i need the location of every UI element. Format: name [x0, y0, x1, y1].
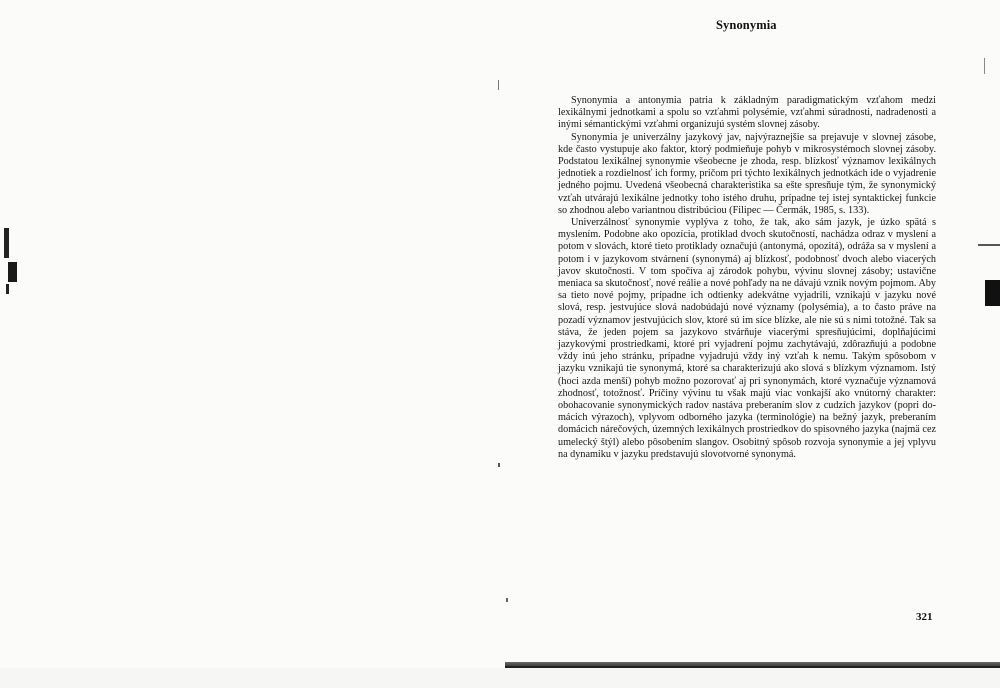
scan-edge-artifact	[985, 280, 1000, 306]
scan-edge-artifact	[4, 228, 9, 258]
gutter-speck	[498, 463, 500, 467]
gutter-speck	[498, 80, 499, 90]
gutter-speck	[506, 598, 508, 602]
paragraph-3: Univerzálnosť synonymie vyplýva z toho, že tak, ako sám jazyk, je úzko spätá s myslením. Podobne ako opozícia, protiklad dvoch skutočností, nachádza odraz v myslení a potom v slovách, ktoré tieto protiklady označujú (antonymá, opozitá), odráža sa v myslení a potom i v jazykovom stvárnení (synonymá) aj blízkosť, podobnosť dvoch alebo viacerých javov skutočnosti. V tom spočíva aj zárodok pohybu, vývinu slovnej zásoby; ustavične meniaca sa skutočnosť, nové reálie a nové pohľady na ne dávajú vznik novým pojmom. Aby sa tieto nové pojmy, prípadne ich odtienky adekvátne vyjadrili, vznikajú v jazyku nové slová, resp. jestvujúce slová nadobúdajú nové významy (polysémia), a to často práve na pozadí významov jestvujúcich slov, ktoré sú im síce blízke, ale nie sú s nimi totožné. Tak sa stáva, že jeden pojem sa jazykovo stvárňuje viacerými spresňujúcimi, doplňajúcimi jazykovými prostriedkami, ktoré pri vyjadrení pojmu zachytávajú, zdôrazňujú a podobne vždy inú jeho stránku, prípadne vyjadrujú vždy iný vzťah k nemu. Takým spôsobom v jazyku vznikajú tie synonymá, ktoré sa charakterizujú ako slová s blízkym významom. Istý (hoci azda menší) pohyb možno pozorovať aj pri synonymách, ktoré vyznačuje významová zhodnosť, totožnosť. Príčiny vývinu tu však majú viac vonkajší ako vnútorný charakter: obohacovanie synonymických radov nastáva preberaním slov z cudzích jazykov (popri domácich výrazoch), vplyvom odborného jazyka (terminológie) na bežný jazyk, preberaním domácich nárečových, územných lexikálnych prostriedkov do spisovného jazyka (najmä cez umelecký štýl) alebo pôsobením slangov. Osobitný spôsob rozvoja synonymie a jej vplyvu na dynamiku v jazyku predstavujú slovotvorné synonymá.	[558, 217, 936, 460]
paragraph-2: Synonymia je univerzálny jazykový jav, najvýraznejšie sa prejavuje v slovnej zásobe, kde často vystupuje ako faktor, ktorý podmieňuje pohyb v mikrosystémoch slovnej zásoby. Podstatou lexikálnej synonymie všeobecne je zhoda, resp. blízkosť významov lexikálnych jednotiek a rozdielnosť ich formy, pričom pri týchto lexikálnych jednotkách ide o vyjadrenie jedného pojmu. Uvedená všeobecná charakteristika sa ešte spresňuje tým, že synonymický vzťah utvárajú lexikálne jednotky toho istého druhu, prípadne tej istej syntaktickej funkcie so zhodnou alebo variantnou distribúciou (Filipec — Čermák, 1985, s. 133).	[558, 131, 936, 216]
scan-edge-artifact	[8, 262, 17, 282]
scan-edge-artifact	[984, 58, 985, 74]
paragraph-1: Synonymia a antonymia patria k základným paradigmatickým vzťahom medzi lexikálnymi jednotkami a spolu so vzťahmi polysémie, vzťahmi súradnosti, nadradenosti a inými sémantickými vzťahmi organizujú systém slovnej zásoby.	[558, 95, 936, 131]
body-text	[558, 95, 936, 461]
scan-bottom-margin	[0, 668, 1000, 688]
scan-edge-artifact	[6, 284, 9, 294]
page-number: 321	[916, 611, 933, 623]
running-head: Synonymia	[716, 18, 777, 32]
scan-edge-artifact	[978, 244, 1000, 246]
